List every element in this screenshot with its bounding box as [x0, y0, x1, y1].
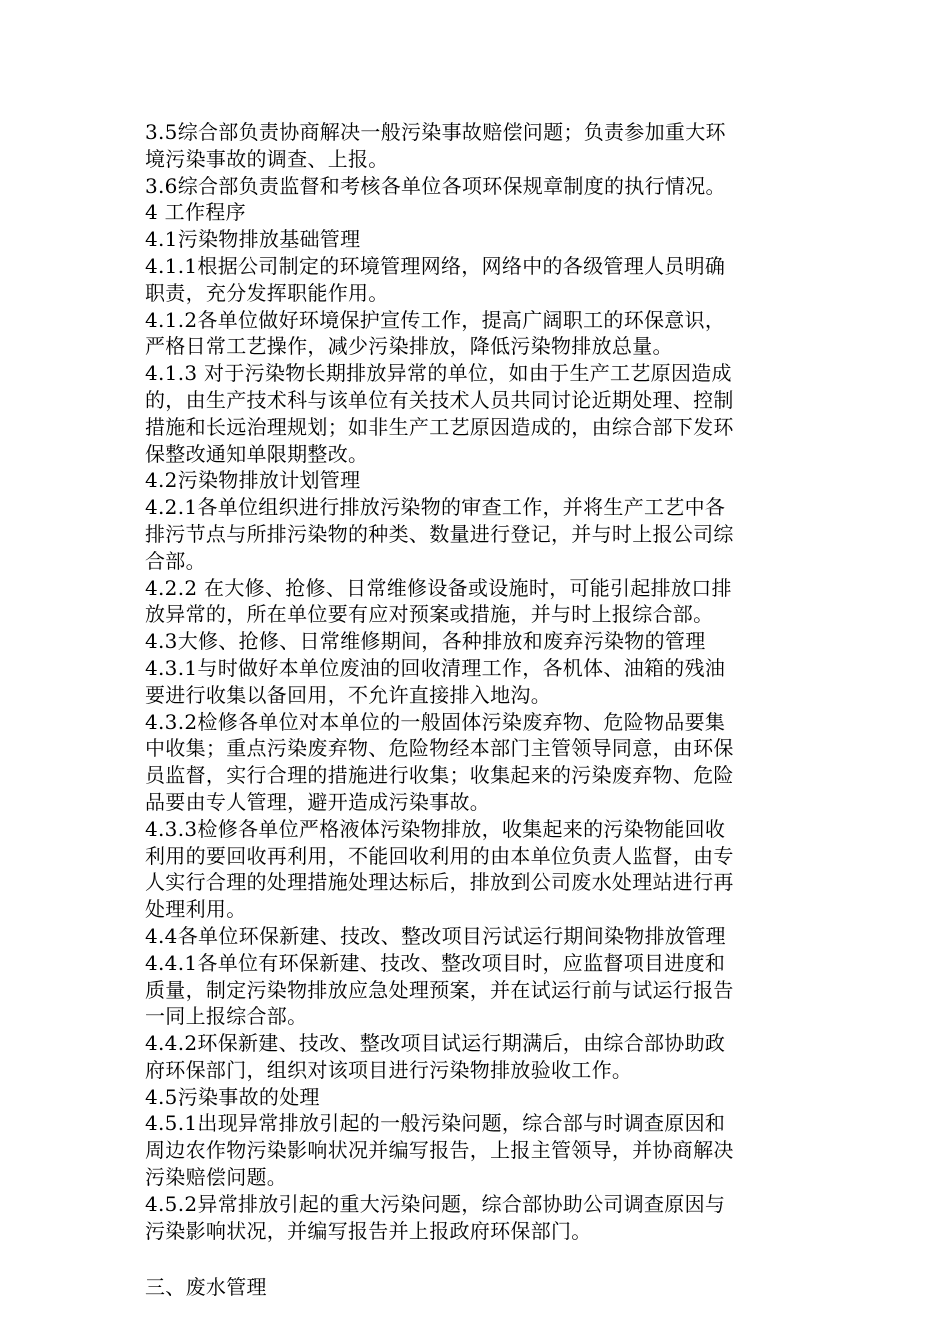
- text-line: 质量，制定污染物排放应急处理预案，并在试运行前与试运行报告: [145, 977, 734, 1002]
- subsection-heading: 4.4各单位环保新建、技改、整改项目污试运行期间染物排放管理: [145, 923, 726, 948]
- text-line: 合部。: [145, 548, 206, 573]
- text-line: 4.3.1与时做好本单位废油的回收清理工作，各机体、油箱的残油: [145, 655, 726, 680]
- text-line: 一同上报综合部。: [145, 1004, 308, 1029]
- text-line: 3.6综合部负责监督和考核各单位各项环保规章制度的执行情况。: [145, 173, 726, 198]
- text-line: 措施和长远治理规划；如非生产工艺原因造成的，由综合部下发环: [145, 414, 734, 439]
- subsection-heading: 4.2污染物排放计划管理: [145, 468, 361, 493]
- text-line: 4.3.3检修各单位严格液体污染物排放，收集起来的污染物能回收: [145, 816, 726, 841]
- text-line: 保整改通知单限期整改。: [145, 441, 369, 466]
- text-line: 员监督，实行合理的措施进行收集；收集起来的污染废弃物、危险: [145, 763, 734, 788]
- text-line: 职责，充分发挥职能作用。: [145, 280, 389, 305]
- section-heading: 4 工作程序: [145, 200, 246, 225]
- text-line: 境污染事故的调查、上报。: [145, 146, 389, 171]
- paragraph-gap: [145, 1244, 815, 1274]
- document-body: [145, 119, 815, 1244]
- text-line: 排污节点与所排污染物的种类、数量进行登记，并与时上报公司综: [145, 521, 734, 546]
- document-page: [145, 119, 815, 1301]
- text-line: 污染赔偿问题。: [145, 1165, 288, 1190]
- text-line: 利用的要回收再利用，不能回收利用的由本单位负责人监督，由专: [145, 843, 734, 868]
- text-line: 4.1.3 对于污染物长期排放异常的单位，如由于生产工艺原因造成: [145, 361, 732, 386]
- text-line: 4.5.1出现异常排放引起的一般污染问题，综合部与时调查原因和: [145, 1111, 726, 1136]
- text-line: 4.3.2检修各单位对本单位的一般固体污染废弃物、危险物品要集: [145, 709, 726, 734]
- subsection-heading: 4.3大修、抢修、日常维修期间，各种排放和废弃污染物的管理: [145, 629, 706, 654]
- text-line: 人实行合理的处理措施处理达标后，排放到公司废水处理站进行再: [145, 870, 734, 895]
- text-line: 3.5综合部负责协商解决一般污染事故赔偿问题；负责参加重大环: [145, 120, 726, 144]
- text-line: 严格日常工艺操作，减少污染排放，降低污染物排放总量。: [145, 334, 673, 359]
- text-line: 4.2.2 在大修、抢修、日常维修设备或设施时，可能引起排放口排: [145, 575, 732, 600]
- text-line: 周边农作物污染影响状况并编写报告，上报主管领导，并协商解决: [145, 1138, 734, 1163]
- text-line: 品要由专人管理，避开造成污染事故。: [145, 789, 491, 814]
- text-line: 的，由生产技术科与该单位有关技术人员共同讨论近期处理、控制: [145, 387, 734, 412]
- chapter-heading: 三、废水管理: [145, 1275, 267, 1300]
- subsection-heading: 4.5污染事故的处理: [145, 1084, 320, 1109]
- text-line: 4.2.1各单位组织进行排放污染物的审查工作，并将生产工艺中各: [145, 495, 726, 520]
- subsection-heading: 4.1污染物排放基础管理: [145, 227, 361, 252]
- text-line: 4.4.2环保新建、技改、整改项目试运行期满后，由综合部协助政: [145, 1031, 726, 1056]
- text-line: 4.5.2异常排放引起的重大污染问题，综合部协助公司调查原因与: [145, 1191, 726, 1216]
- text-line: 放异常的，所在单位要有应对预案或措施，并与时上报综合部。: [145, 602, 714, 627]
- text-line: 府环保部门，组织对该项目进行污染物排放验收工作。: [145, 1057, 633, 1082]
- text-line: 处理利用。: [145, 897, 247, 922]
- text-line: 4.1.2各单位做好环境保护宣传工作，提高广阔职工的环保意识，: [145, 307, 726, 332]
- text-line: 要进行收集以备回用，不允许直接排入地沟。: [145, 682, 551, 707]
- text-line: 4.4.1各单位有环保新建、技改、整改项目时，应监督项目进度和: [145, 950, 726, 975]
- text-line: 4.1.1根据公司制定的环境管理网络，网络中的各级管理人员明确: [145, 253, 726, 278]
- text-line: 污染影响状况，并编写报告并上报政府环保部门。: [145, 1218, 592, 1243]
- text-line: 中收集；重点污染废弃物、危险物经本部门主管领导同意，由环保: [145, 736, 734, 761]
